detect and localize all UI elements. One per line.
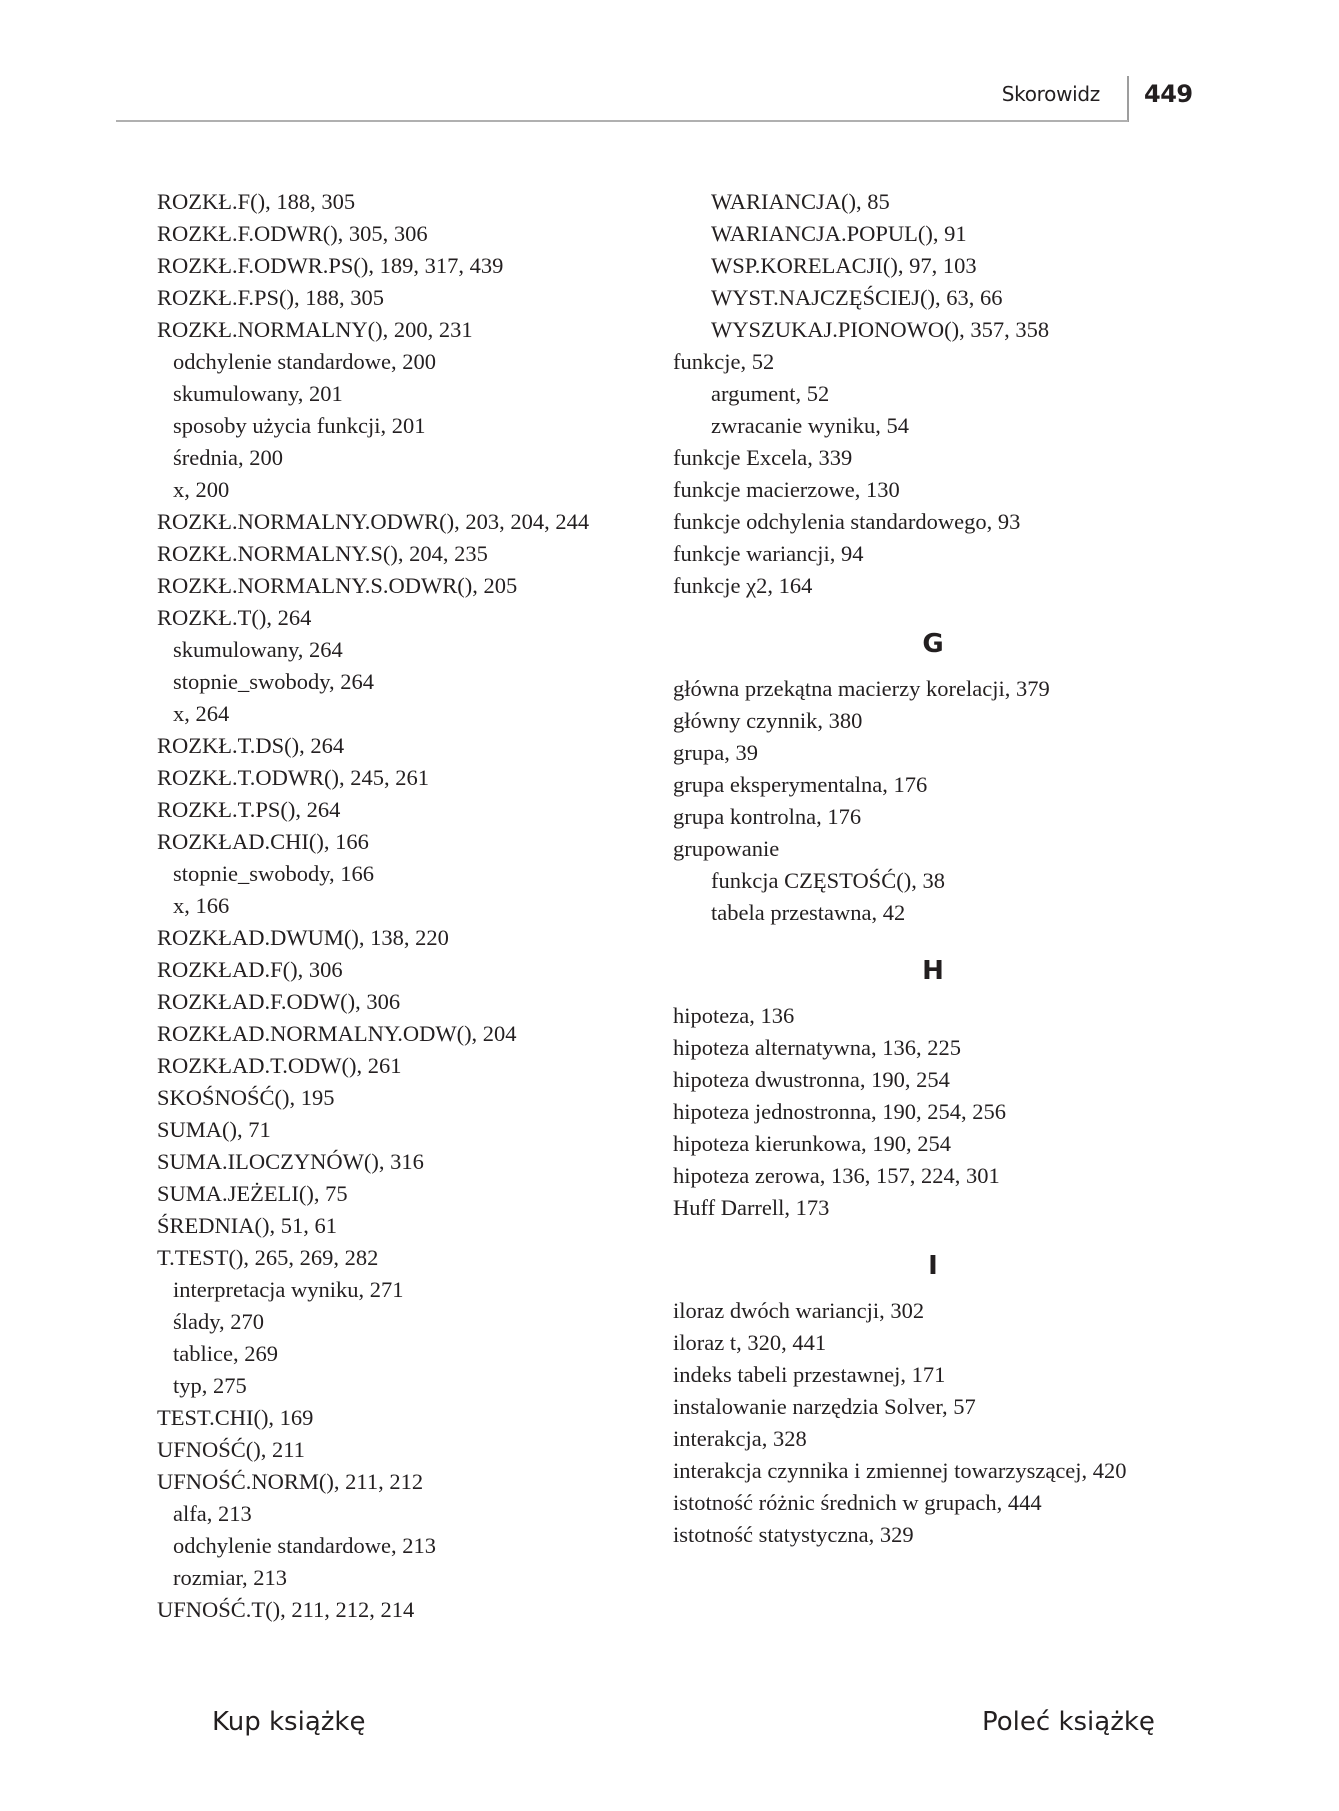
index-entry: funkcje Excela, 339 <box>673 445 853 470</box>
index-subentry: tablice, 269 <box>173 1341 278 1366</box>
index-entry: ŚREDNIA(), 51, 61 <box>157 1213 337 1238</box>
index-subentry: x, 200 <box>173 477 230 502</box>
index-entry: interakcja czynnika i zmiennej towarzyszącej, 420 <box>673 1458 1127 1483</box>
index-entry: ROZKŁAD.F.ODW(), 306 <box>157 989 401 1014</box>
index-subentry: stopnie_swobody, 166 <box>173 861 375 886</box>
index-entry: SKOŚNOŚĆ(), 195 <box>157 1085 335 1110</box>
index-entry: hipoteza, 136 <box>673 1003 795 1028</box>
index-entry: interakcja, 328 <box>673 1426 807 1451</box>
index-entry: iloraz dwóch wariancji, 302 <box>673 1298 925 1323</box>
index-entry: hipoteza dwustronna, 190, 254 <box>673 1067 950 1092</box>
index-entry: instalowanie narzędzia Solver, 57 <box>673 1394 976 1419</box>
index-subentry: WARIANCJA.POPUL(), 91 <box>711 221 967 246</box>
running-header-section: Skorowidz <box>1001 82 1100 106</box>
index-subentry: skumulowany, 201 <box>173 381 343 406</box>
index-entry: hipoteza kierunkowa, 190, 254 <box>673 1131 952 1156</box>
index-entry: UFNOŚĆ.T(), 211, 212, 214 <box>157 1597 415 1622</box>
index-entry: ROZKŁAD.F(), 306 <box>157 957 343 982</box>
index-subentry: zwracanie wyniku, 54 <box>711 413 910 438</box>
header-rule <box>116 120 1128 122</box>
recommend-book-link[interactable]: Poleć książkę <box>982 1707 1155 1737</box>
index-entry: istotność różnic średnich w grupach, 444 <box>673 1490 1042 1515</box>
index-entry: SUMA.ILOCZYNÓW(), 316 <box>157 1149 424 1174</box>
index-entry: grupa eksperymentalna, 176 <box>673 772 928 797</box>
index-subentry: stopnie_swobody, 264 <box>173 669 375 694</box>
index-subentry: odchylenie standardowe, 213 <box>173 1533 437 1558</box>
index-entry: ROZKŁ.T(), 264 <box>157 605 312 630</box>
index-entry: funkcje wariancji, 94 <box>673 541 864 566</box>
index-subentry: średnia, 200 <box>173 445 283 470</box>
index-subentry: x, 264 <box>173 701 230 726</box>
index-subentry: argument, 52 <box>711 381 830 406</box>
index-entry: ROZKŁ.NORMALNY(), 200, 231 <box>157 317 473 342</box>
index-entry: ROZKŁAD.DWUM(), 138, 220 <box>157 925 449 950</box>
index-subentry: WYST.NAJCZĘŚCIEJ(), 63, 66 <box>711 285 1003 310</box>
index-entry: funkcje, 52 <box>673 349 775 374</box>
index-entry: istotność statystyczna, 329 <box>673 1522 914 1547</box>
index-subentry: rozmiar, 213 <box>173 1565 288 1590</box>
index-subentry: funkcja CZĘSTOŚĆ(), 38 <box>711 868 945 893</box>
index-subentry: typ, 275 <box>173 1373 247 1398</box>
header-divider <box>1127 76 1129 122</box>
index-entry: główna przekątna macierzy korelacji, 379 <box>673 676 1050 701</box>
index-entry: indeks tabeli przestawnej, 171 <box>673 1362 946 1387</box>
index-entry: główny czynnik, 380 <box>673 708 863 733</box>
index-entry: SUMA(), 71 <box>157 1117 271 1142</box>
index-subentry: sposoby użycia funkcji, 201 <box>173 413 426 438</box>
index-subentry: WSP.KORELACJI(), 97, 103 <box>711 253 977 278</box>
index-entry: ROZKŁAD.NORMALNY.ODW(), 204 <box>157 1021 517 1046</box>
index-entry: UFNOŚĆ.NORM(), 211, 212 <box>157 1469 424 1494</box>
index-subentry: odchylenie standardowe, 200 <box>173 349 437 374</box>
index-entry: grupa kontrolna, 176 <box>673 804 862 829</box>
buy-book-link[interactable]: Kup książkę <box>212 1707 366 1737</box>
index-entry: grupa, 39 <box>673 740 758 765</box>
index-entry: ROZKŁ.NORMALNY.ODWR(), 203, 204, 244 <box>157 509 590 534</box>
index-column-left <box>157 186 657 1626</box>
index-section-letter: H <box>922 956 944 986</box>
index-entry: TEST.CHI(), 169 <box>157 1405 314 1430</box>
index-entry: ROZKŁ.F.PS(), 188, 305 <box>157 285 384 310</box>
index-entry: UFNOŚĆ(), 211 <box>157 1437 305 1462</box>
index-subentry: interpretacja wyniku, 271 <box>173 1277 404 1302</box>
index-subentry: ślady, 270 <box>173 1309 265 1334</box>
index-entry: funkcje macierzowe, 130 <box>673 477 900 502</box>
index-subentry: tabela przestawna, 42 <box>711 900 906 925</box>
index-subentry: WYSZUKAJ.PIONOWO(), 357, 358 <box>711 317 1050 342</box>
index-entry: iloraz t, 320, 441 <box>673 1330 827 1355</box>
index-subentry: alfa, 213 <box>173 1501 252 1526</box>
index-entry: hipoteza zerowa, 136, 157, 224, 301 <box>673 1163 1000 1188</box>
index-subentry: WARIANCJA(), 85 <box>711 189 890 214</box>
index-entry: ROZKŁ.T.PS(), 264 <box>157 797 341 822</box>
index-entry: ROZKŁAD.T.ODW(), 261 <box>157 1053 402 1078</box>
index-subentry: skumulowany, 264 <box>173 637 343 662</box>
index-entry: ROZKŁAD.CHI(), 166 <box>157 829 369 854</box>
index-entry: SUMA.JEŻELI(), 75 <box>157 1181 348 1206</box>
index-subentry: x, 166 <box>173 893 230 918</box>
index-entry: ROZKŁ.T.DS(), 264 <box>157 733 345 758</box>
index-entry: ROZKŁ.F(), 188, 305 <box>157 189 356 214</box>
index-entry: ROZKŁ.F.ODWR(), 305, 306 <box>157 221 428 246</box>
index-column-right <box>673 186 1213 1551</box>
index-entry: ROZKŁ.T.ODWR(), 245, 261 <box>157 765 430 790</box>
index-entry: hipoteza jednostronna, 190, 254, 256 <box>673 1099 1007 1124</box>
index-entry: ROZKŁ.NORMALNY.S(), 204, 235 <box>157 541 488 566</box>
index-entry: grupowanie <box>673 836 780 861</box>
index-entry: T.TEST(), 265, 269, 282 <box>157 1245 379 1270</box>
index-entry: ROZKŁ.F.ODWR.PS(), 189, 317, 439 <box>157 253 504 278</box>
index-entry: funkcje odchylenia standardowego, 93 <box>673 509 1021 534</box>
index-section-letter: I <box>928 1251 938 1281</box>
index-entry: funkcje χ2, 164 <box>673 573 813 598</box>
index-entry: ROZKŁ.NORMALNY.S.ODWR(), 205 <box>157 573 518 598</box>
index-section-letter: G <box>922 629 944 659</box>
index-entry: hipoteza alternatywna, 136, 225 <box>673 1035 962 1060</box>
page-number: 449 <box>1144 80 1193 108</box>
index-entry: Huff Darrell, 173 <box>673 1195 830 1220</box>
